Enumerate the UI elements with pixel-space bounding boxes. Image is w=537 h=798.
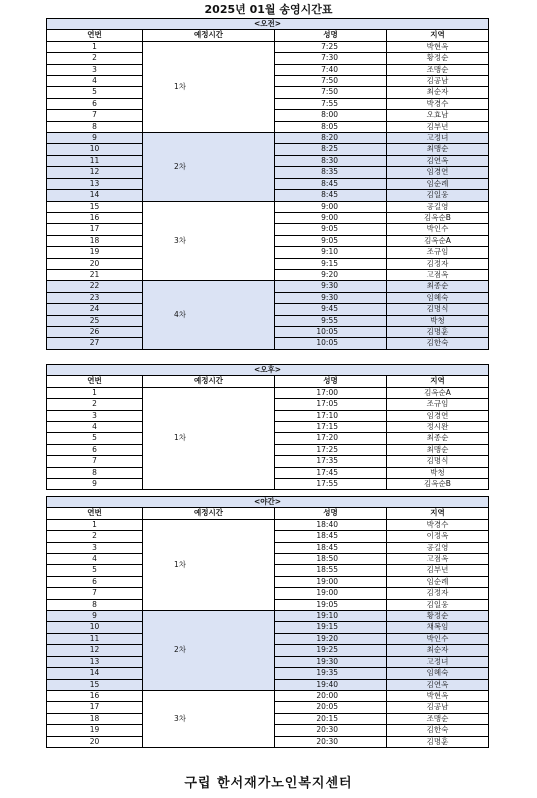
person-name: 최맹순 bbox=[387, 144, 489, 155]
row-number: 4 bbox=[47, 422, 143, 433]
trip-group-label: 4차 bbox=[143, 281, 275, 349]
scheduled-time: 17:55 bbox=[275, 479, 387, 490]
scheduled-time: 17:20 bbox=[275, 433, 387, 444]
person-name: 최종순 bbox=[387, 281, 489, 292]
row-number: 4 bbox=[47, 554, 143, 565]
row-number: 11 bbox=[47, 155, 143, 166]
row-number: 8 bbox=[47, 121, 143, 132]
person-name: 조규임 bbox=[387, 399, 489, 410]
row-number: 17 bbox=[47, 702, 143, 713]
scheduled-time: 8:00 bbox=[275, 110, 387, 121]
scheduled-time: 9:30 bbox=[275, 281, 387, 292]
row-number: 7 bbox=[47, 588, 143, 599]
header-time: 예정시간 bbox=[143, 376, 275, 387]
scheduled-time: 20:05 bbox=[275, 702, 387, 713]
scheduled-time: 18:55 bbox=[275, 565, 387, 576]
person-name: 임혜숙 bbox=[387, 668, 489, 679]
schedule-section bbox=[46, 364, 488, 490]
schedule-table bbox=[46, 18, 489, 350]
table-row bbox=[47, 690, 489, 701]
person-name: 김부년 bbox=[387, 121, 489, 132]
table-row bbox=[47, 281, 489, 292]
row-number: 20 bbox=[47, 736, 143, 747]
schedule-table bbox=[46, 496, 489, 748]
scheduled-time: 9:30 bbox=[275, 292, 387, 303]
person-name: 박인수 bbox=[387, 224, 489, 235]
scheduled-time: 18:45 bbox=[275, 531, 387, 542]
row-number: 6 bbox=[47, 98, 143, 109]
scheduled-time: 9:00 bbox=[275, 201, 387, 212]
row-number: 19 bbox=[47, 725, 143, 736]
person-name: 김명식 bbox=[387, 456, 489, 467]
trip-group-label: 2차 bbox=[143, 611, 275, 691]
scheduled-time: 19:15 bbox=[275, 622, 387, 633]
row-number: 10 bbox=[47, 144, 143, 155]
row-number: 16 bbox=[47, 690, 143, 701]
scheduled-time: 7:40 bbox=[275, 64, 387, 75]
person-name: 김연옥 bbox=[387, 679, 489, 690]
person-name: 최순자 bbox=[387, 87, 489, 98]
person-name: 고점옥 bbox=[387, 554, 489, 565]
row-number: 17 bbox=[47, 224, 143, 235]
person-name: 황정순 bbox=[387, 611, 489, 622]
scheduled-time: 10:05 bbox=[275, 338, 387, 349]
row-number: 12 bbox=[47, 167, 143, 178]
table-row bbox=[47, 519, 489, 530]
scheduled-time: 17:00 bbox=[275, 387, 387, 398]
scheduled-time: 19:30 bbox=[275, 656, 387, 667]
scheduled-time: 7:55 bbox=[275, 98, 387, 109]
person-name: 박청 bbox=[387, 315, 489, 326]
row-number: 16 bbox=[47, 212, 143, 223]
scheduled-time: 9:05 bbox=[275, 235, 387, 246]
row-number: 22 bbox=[47, 281, 143, 292]
scheduled-time: 17:15 bbox=[275, 422, 387, 433]
person-name: 박청 bbox=[387, 467, 489, 478]
row-number: 15 bbox=[47, 201, 143, 212]
person-name: 고정녀 bbox=[387, 656, 489, 667]
row-number: 5 bbox=[47, 87, 143, 98]
row-number: 15 bbox=[47, 679, 143, 690]
row-number: 7 bbox=[47, 110, 143, 121]
row-number: 13 bbox=[47, 178, 143, 189]
page-title: 2025년 01월 송영시간표 bbox=[204, 3, 333, 16]
person-name: 김명훈 bbox=[387, 736, 489, 747]
row-number: 14 bbox=[47, 668, 143, 679]
scheduled-time: 20:15 bbox=[275, 713, 387, 724]
row-number: 21 bbox=[47, 269, 143, 280]
person-name: 최순자 bbox=[387, 645, 489, 656]
person-name: 최맹순 bbox=[387, 444, 489, 455]
row-number: 1 bbox=[47, 41, 143, 52]
scheduled-time: 18:45 bbox=[275, 542, 387, 553]
person-name: 김연옥 bbox=[387, 155, 489, 166]
row-number: 9 bbox=[47, 611, 143, 622]
scheduled-time: 8:25 bbox=[275, 144, 387, 155]
scheduled-time: 19:25 bbox=[275, 645, 387, 656]
scheduled-time: 7:25 bbox=[275, 41, 387, 52]
scheduled-time: 17:05 bbox=[275, 399, 387, 410]
row-number: 6 bbox=[47, 576, 143, 587]
scheduled-time: 9:00 bbox=[275, 212, 387, 223]
trip-group-label: 3차 bbox=[143, 201, 275, 281]
person-name: 고점옥 bbox=[387, 269, 489, 280]
header-no: 연번 bbox=[47, 30, 143, 41]
scheduled-time: 7:30 bbox=[275, 53, 387, 64]
person-name: 김공남 bbox=[387, 76, 489, 87]
person-name: 채복임 bbox=[387, 622, 489, 633]
section-label: <야간> bbox=[47, 497, 489, 508]
person-name: 김옥순A bbox=[387, 387, 489, 398]
person-name: 김일웅 bbox=[387, 599, 489, 610]
scheduled-time: 9:10 bbox=[275, 247, 387, 258]
scheduled-time: 9:45 bbox=[275, 304, 387, 315]
row-number: 18 bbox=[47, 235, 143, 246]
trip-group-label: 1차 bbox=[143, 519, 275, 610]
scheduled-time: 17:45 bbox=[275, 467, 387, 478]
section-label: <오전> bbox=[47, 19, 489, 30]
person-name: 임혜숙 bbox=[387, 292, 489, 303]
person-name: 임경연 bbox=[387, 167, 489, 178]
trip-group-label: 1차 bbox=[143, 41, 275, 132]
scheduled-time: 18:40 bbox=[275, 519, 387, 530]
row-number: 19 bbox=[47, 247, 143, 258]
scheduled-time: 9:55 bbox=[275, 315, 387, 326]
person-name: 최종순 bbox=[387, 433, 489, 444]
row-number: 9 bbox=[47, 133, 143, 144]
row-number: 9 bbox=[47, 479, 143, 490]
header-time: 예정시간 bbox=[143, 508, 275, 519]
footer-org-name: 구립 한서재가노인복지센터 bbox=[184, 776, 353, 791]
trip-group-label: 1차 bbox=[143, 387, 275, 490]
scheduled-time: 8:35 bbox=[275, 167, 387, 178]
person-name: 조맹순 bbox=[387, 64, 489, 75]
header-time: 예정시간 bbox=[143, 30, 275, 41]
row-number: 5 bbox=[47, 565, 143, 576]
person-name: 임순례 bbox=[387, 576, 489, 587]
person-name: 임경연 bbox=[387, 410, 489, 421]
scheduled-time: 20:00 bbox=[275, 690, 387, 701]
row-number: 7 bbox=[47, 456, 143, 467]
table-row bbox=[47, 387, 489, 398]
person-name: 정시완 bbox=[387, 422, 489, 433]
scheduled-time: 8:30 bbox=[275, 155, 387, 166]
person-name: 김한숙 bbox=[387, 338, 489, 349]
row-number: 8 bbox=[47, 467, 143, 478]
person-name: 김부년 bbox=[387, 565, 489, 576]
row-number: 2 bbox=[47, 53, 143, 64]
scheduled-time: 9:20 bbox=[275, 269, 387, 280]
scheduled-time: 20:30 bbox=[275, 725, 387, 736]
header-region: 지역 bbox=[387, 508, 489, 519]
person-name: 김일웅 bbox=[387, 190, 489, 201]
row-number: 1 bbox=[47, 519, 143, 530]
table-row bbox=[47, 201, 489, 212]
row-number: 2 bbox=[47, 399, 143, 410]
header-name: 성명 bbox=[275, 30, 387, 41]
scheduled-time: 7:50 bbox=[275, 76, 387, 87]
row-number: 26 bbox=[47, 326, 143, 337]
person-name: 박현옥 bbox=[387, 690, 489, 701]
row-number: 14 bbox=[47, 190, 143, 201]
row-number: 25 bbox=[47, 315, 143, 326]
table-row bbox=[47, 611, 489, 622]
scheduled-time: 7:50 bbox=[275, 87, 387, 98]
scheduled-time: 19:20 bbox=[275, 633, 387, 644]
person-name: 조규임 bbox=[387, 247, 489, 258]
scheduled-time: 19:10 bbox=[275, 611, 387, 622]
scheduled-time: 9:05 bbox=[275, 224, 387, 235]
schedule-table bbox=[46, 364, 489, 490]
row-number: 23 bbox=[47, 292, 143, 303]
row-number: 6 bbox=[47, 444, 143, 455]
header-region: 지역 bbox=[387, 30, 489, 41]
row-number: 3 bbox=[47, 410, 143, 421]
header-region: 지역 bbox=[387, 376, 489, 387]
header-name: 성명 bbox=[275, 376, 387, 387]
row-number: 5 bbox=[47, 433, 143, 444]
person-name: 이정옥 bbox=[387, 531, 489, 542]
scheduled-time: 19:40 bbox=[275, 679, 387, 690]
person-name: 임순례 bbox=[387, 178, 489, 189]
person-name: 김정자 bbox=[387, 258, 489, 269]
row-number: 11 bbox=[47, 633, 143, 644]
scheduled-time: 8:05 bbox=[275, 121, 387, 132]
row-number: 4 bbox=[47, 76, 143, 87]
person-name: 박경수 bbox=[387, 98, 489, 109]
row-number: 13 bbox=[47, 656, 143, 667]
scheduled-time: 20:30 bbox=[275, 736, 387, 747]
header-name: 성명 bbox=[275, 508, 387, 519]
trip-group-label: 3차 bbox=[143, 690, 275, 747]
scheduled-time: 18:50 bbox=[275, 554, 387, 565]
scheduled-time: 19:05 bbox=[275, 599, 387, 610]
row-number: 8 bbox=[47, 599, 143, 610]
person-name: 김명훈 bbox=[387, 326, 489, 337]
person-name: 박인수 bbox=[387, 633, 489, 644]
section-label: <오후> bbox=[47, 365, 489, 376]
scheduled-time: 8:45 bbox=[275, 190, 387, 201]
person-name: 황정순 bbox=[387, 53, 489, 64]
row-number: 10 bbox=[47, 622, 143, 633]
row-number: 12 bbox=[47, 645, 143, 656]
person-name: 김옥순B bbox=[387, 212, 489, 223]
person-name: 김한숙 bbox=[387, 725, 489, 736]
scheduled-time: 19:00 bbox=[275, 588, 387, 599]
table-row bbox=[47, 133, 489, 144]
scheduled-time: 8:45 bbox=[275, 178, 387, 189]
header-no: 연번 bbox=[47, 376, 143, 387]
scheduled-time: 17:25 bbox=[275, 444, 387, 455]
trip-group-label: 2차 bbox=[143, 133, 275, 201]
schedule-section bbox=[46, 496, 488, 748]
scheduled-time: 8:20 bbox=[275, 133, 387, 144]
person-name: 박경수 bbox=[387, 519, 489, 530]
person-name: 김명식 bbox=[387, 304, 489, 315]
row-number: 3 bbox=[47, 64, 143, 75]
person-name: 박현옥 bbox=[387, 41, 489, 52]
person-name: 고정녀 bbox=[387, 133, 489, 144]
row-number: 18 bbox=[47, 713, 143, 724]
scheduled-time: 10:05 bbox=[275, 326, 387, 337]
person-name: 김옥순B bbox=[387, 479, 489, 490]
person-name: 조맹순 bbox=[387, 713, 489, 724]
person-name: 공길영 bbox=[387, 542, 489, 553]
person-name: 공길영 bbox=[387, 201, 489, 212]
row-number: 24 bbox=[47, 304, 143, 315]
scheduled-time: 17:10 bbox=[275, 410, 387, 421]
row-number: 1 bbox=[47, 387, 143, 398]
row-number: 2 bbox=[47, 531, 143, 542]
row-number: 27 bbox=[47, 338, 143, 349]
scheduled-time: 19:35 bbox=[275, 668, 387, 679]
row-number: 20 bbox=[47, 258, 143, 269]
scheduled-time: 17:35 bbox=[275, 456, 387, 467]
person-name: 김공남 bbox=[387, 702, 489, 713]
header-no: 연번 bbox=[47, 508, 143, 519]
person-name: 김정자 bbox=[387, 588, 489, 599]
row-number: 3 bbox=[47, 542, 143, 553]
schedule-section bbox=[46, 18, 488, 350]
person-name: 오효남 bbox=[387, 110, 489, 121]
scheduled-time: 9:15 bbox=[275, 258, 387, 269]
table-row bbox=[47, 41, 489, 52]
scheduled-time: 19:00 bbox=[275, 576, 387, 587]
person-name: 김옥순A bbox=[387, 235, 489, 246]
